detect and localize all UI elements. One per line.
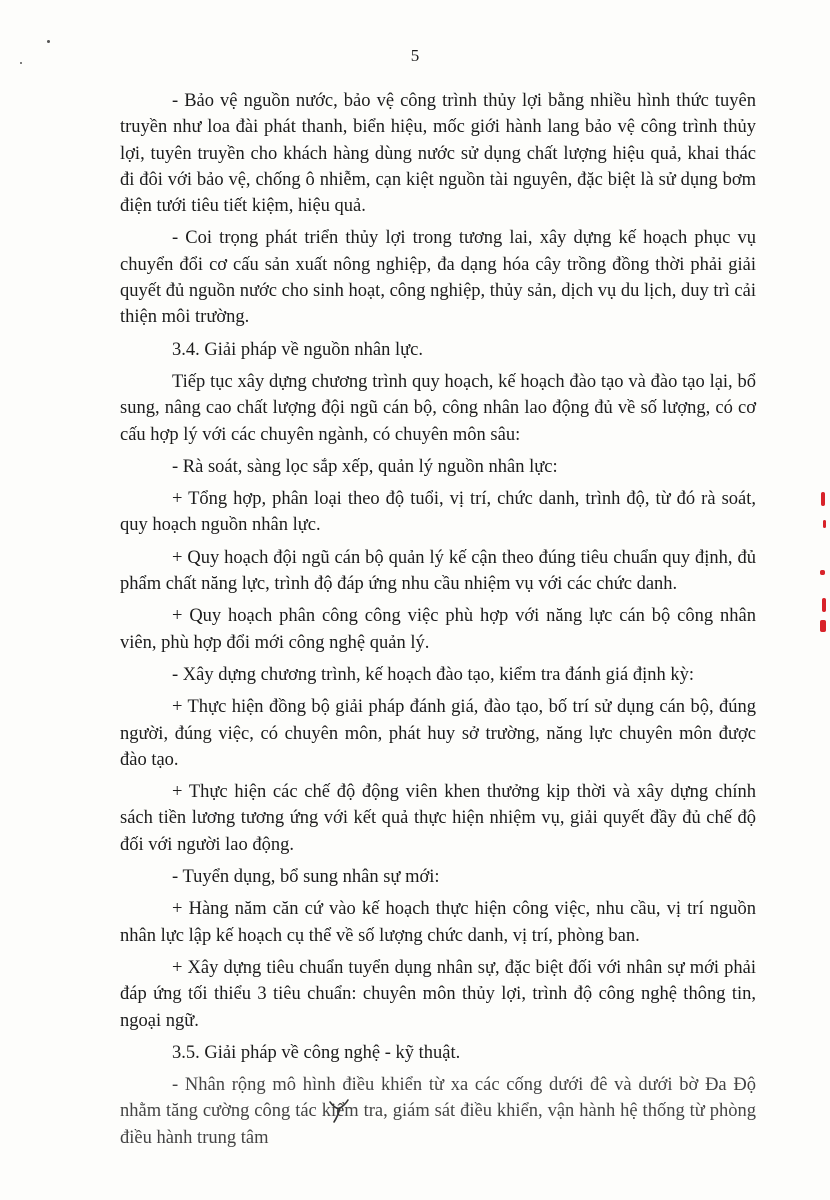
handwritten-initial-mark — [326, 1096, 354, 1124]
stamp-edge-mark — [823, 520, 826, 528]
paragraph-job-assignment: + Quy hoạch phân công công việc phù hợp với năng lực cán bộ công nhân viên, phù hợp đổi mới công nghệ quản lý. — [120, 606, 756, 653]
page-number: 5 — [410, 46, 420, 65]
paragraph-training-program: - Xây dựng chương trình, kế hoạch đào tạo, kiểm tra đánh giá định kỳ: — [172, 664, 695, 685]
paragraph-remote-control: - Nhân rộng mô hình điều khiển từ xa các cống dưới đê và dưới bờ Đa Độ nhằm tăng cường công tác kiểm tra, giám sát điều khiển, vận hành hệ thống từ phòng điều hành trung tâm — [120, 1075, 756, 1148]
paragraph-annual-plan: + Hàng năm căn cứ vào kế hoạch thực hiện công việc, nhu cầu, vị trí nguồn nhân lực lập kế hoạch cụ thể về số lượng chức danh, vị trí, phòng ban. — [120, 899, 756, 946]
stamp-edge-mark — [822, 598, 826, 612]
paragraph-rewards: + Thực hiện các chế độ động viên khen thưởng kịp thời và xây dựng chính sách tiền lương tương ứng với kết quả thực hiện nhiệm vụ, giải quyết đầy đủ chế độ đối với người lao động. — [120, 782, 756, 855]
paragraph-recruitment: - Tuyển dụng, bổ sung nhân sự mới: — [172, 867, 440, 888]
paragraph-training-plan: Tiếp tục xây dựng chương trình quy hoạch, kế hoạch đào tạo và đào tạo lại, bổ sung, nâng cao chất lượng đội ngũ cán bộ, công nhân lao động đủ về số lượng, có cơ cấu hợp lý với các chuyên ngành, có chuyên môn sâu: — [120, 371, 756, 445]
stamp-edge-mark — [820, 570, 825, 575]
section-heading-human-resources: 3.4. Giải pháp về nguồn nhân lực. — [172, 339, 423, 360]
stamp-edge-mark — [820, 620, 826, 632]
paragraph-recruitment-standards: + Xây dựng tiêu chuẩn tuyển dụng nhân sự, đặc biệt đối với nhân sự mới phải đáp ứng tối thiểu 3 tiêu chuẩn: chuyên môn thủy lợi, trình độ công nghệ thông tin, ngoại ngữ. — [120, 957, 756, 1031]
scan-speck — [47, 40, 50, 43]
section-heading-technology: 3.5. Giải pháp về công nghệ - kỹ thuật. — [172, 1042, 461, 1063]
body-text — [120, 88, 756, 1157]
stamp-edge-mark — [821, 492, 825, 506]
paragraph-manager-planning: + Quy hoạch đội ngũ cán bộ quản lý kế cận theo đúng tiêu chuẩn quy định, đủ phẩm chất năng lực, trình độ đáp ứng nhu cầu nhiệm vụ với các chức danh. — [120, 547, 756, 595]
paragraph-protect-water: - Bảo vệ nguồn nước, bảo vệ công trình thủy lợi bằng nhiều hình thức tuyên truyền như loa đài phát thanh, biển hiệu, mốc giới hành lang bảo vệ công trình thủy lợi, tuyên truyền cho khách hàng dùng nước sử dụng chất lượng hiệu quả, khai thác đi đôi với bảo vệ, chống ô nhiễm, cạn kiệt nguồn tài nguyên, đặc biệt là sử dụng bơm điện tưới tiêu tiết kiệm, hiệu quả. — [120, 91, 756, 217]
paragraph-evaluation: + Thực hiện đồng bộ giải pháp đánh giá, đào tạo, bố trí sử dụng cán bộ, đúng người, đúng việc, có chuyên môn, phát huy sở trường, năng lực chuyên môn được đào tạo. — [120, 697, 756, 770]
paragraph-review-staff: - Rà soát, sàng lọc sắp xếp, quản lý nguồn nhân lực: — [172, 456, 558, 477]
paragraph-irrigation-development: - Coi trọng phát triển thủy lợi trong tương lai, xây dựng kế hoạch phục vụ chuyển đổi cơ cấu sản xuất nông nghiệp, đa dạng hóa cây trồng đồng thời phải giải quyết đủ nguồn nước cho sinh hoạt, công nghiệp, thủy sản, dịch vụ du lịch, duy trì cải thiện môi trường. — [120, 228, 756, 328]
paragraph-classify-staff: + Tổng hợp, phân loại theo độ tuổi, vị trí, chức danh, trình độ, từ đó rà soát, quy hoạch nguồn nhân lực. — [120, 489, 756, 536]
